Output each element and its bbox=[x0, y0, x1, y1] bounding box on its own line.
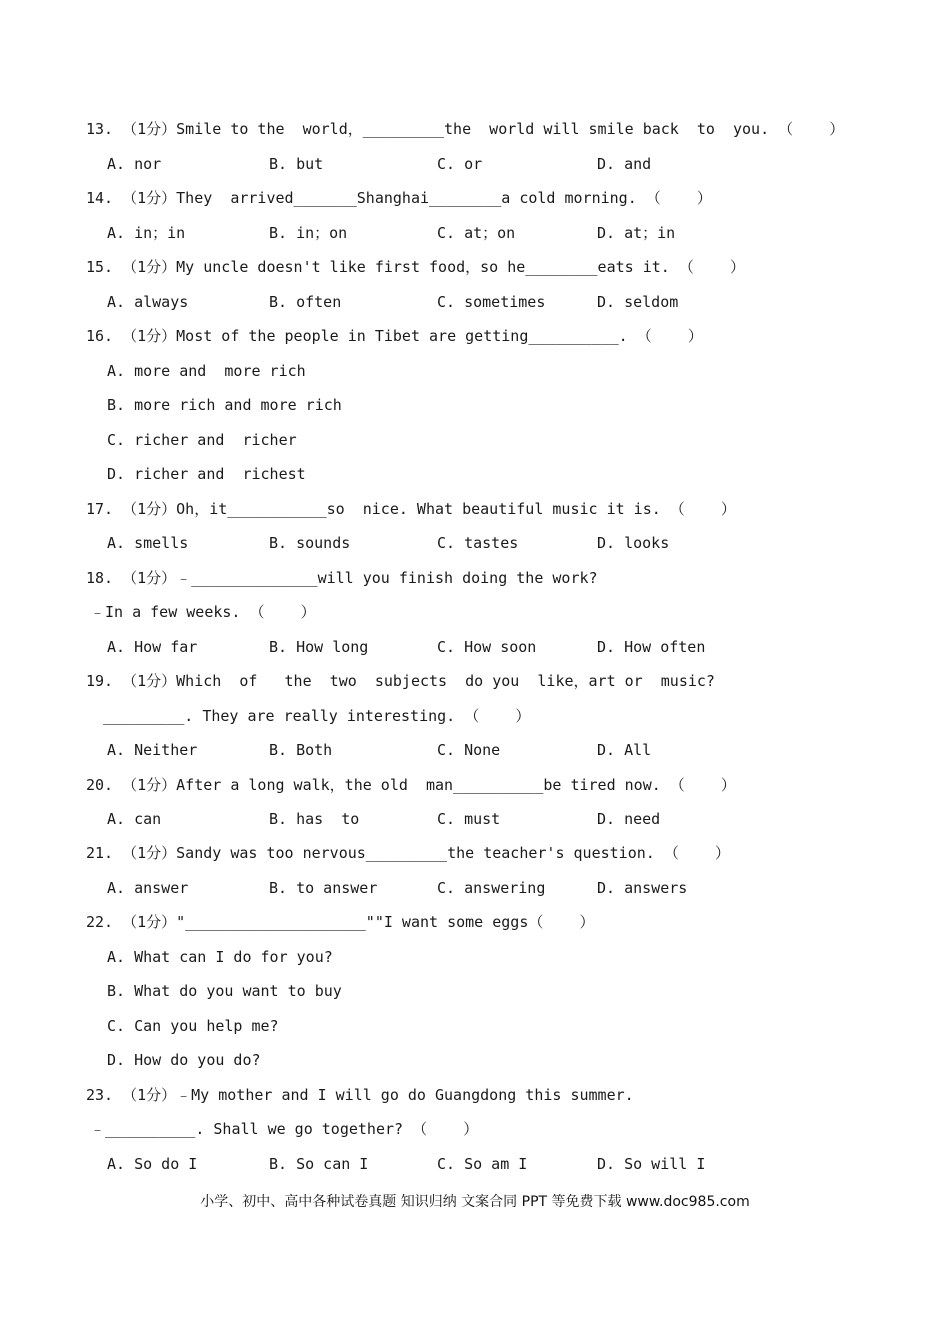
option-b: B. in；on bbox=[269, 224, 348, 242]
reply-dash: ﹣ bbox=[90, 1120, 106, 1138]
question-16-stem: 16. （1分）Most of the people in Tibet are getting__________. （ ） bbox=[86, 327, 703, 345]
option-b: B. often bbox=[269, 293, 342, 311]
option-d: D. richer and richest bbox=[107, 465, 306, 483]
question-21-stem: 21. （1分）Sandy was too nervous_________the teacher's question. （ ） bbox=[86, 844, 730, 862]
option-a: A. can bbox=[107, 810, 162, 828]
option-d: D. looks bbox=[597, 534, 670, 552]
option-b: B. has to bbox=[269, 810, 360, 828]
option-b: B. to answer bbox=[269, 879, 378, 897]
answer-blank: __________ bbox=[105, 1120, 196, 1138]
option-d: D. at；in bbox=[597, 224, 676, 242]
question-22-stem: 22. （1分）"____________________""I want some eggs（ ） bbox=[86, 913, 595, 931]
question-13-options bbox=[107, 154, 807, 174]
question-23-reply bbox=[90, 1119, 478, 1139]
question-19-stem: 19. （1分）Which of the two subjects do you like，art or music? bbox=[86, 672, 715, 690]
option-a: A. always bbox=[107, 293, 189, 311]
option-b: B. but bbox=[269, 155, 324, 173]
question-18-reply: ﹣In a few weeks. （ ） bbox=[90, 603, 316, 621]
question-20-stem: 20. （1分）After a long walk，the old man__________be tired now. （ ） bbox=[86, 776, 736, 794]
option-c: C. sometimes bbox=[437, 293, 546, 311]
option-a: A. smells bbox=[107, 534, 189, 552]
option-a: A. nor bbox=[107, 155, 162, 173]
option-a: A. in；in bbox=[107, 224, 186, 242]
option-a: A. answer bbox=[107, 879, 189, 897]
option-b: B. sounds bbox=[269, 534, 351, 552]
option-c: C. Can you help me? bbox=[107, 1017, 279, 1035]
question-23-stem: 23. （1分）﹣My mother and I will go do Guangdong this summer. bbox=[86, 1086, 634, 1104]
option-c: C. or bbox=[437, 155, 483, 173]
reply-text: . Shall we go together? （ ） bbox=[195, 1120, 479, 1138]
option-d: D. seldom bbox=[597, 293, 679, 311]
option-c: C. How soon bbox=[437, 638, 537, 656]
option-b: B. more rich and more rich bbox=[107, 396, 342, 414]
option-d: D. How do you do? bbox=[107, 1051, 261, 1069]
option-c: C. So am I bbox=[437, 1155, 528, 1173]
option-b: B. So can I bbox=[269, 1155, 369, 1173]
option-d: D. need bbox=[597, 810, 661, 828]
option-c: C. at；on bbox=[437, 224, 516, 242]
question-23-options bbox=[107, 1154, 807, 1174]
option-a: A. more and more rich bbox=[107, 362, 306, 380]
question-13-stem: 13. （1分）Smile to the world，_________the world will smile back to you. （ ） bbox=[86, 120, 845, 138]
question-20-options bbox=[107, 809, 807, 829]
option-c: C. tastes bbox=[437, 534, 519, 552]
option-a: A. What can I do for you? bbox=[107, 948, 333, 966]
question-14-options bbox=[107, 223, 807, 243]
question-14-stem: 14. （1分）They arrived_______Shanghai________a cold morning. （ ） bbox=[86, 189, 712, 207]
question-18-stem: 18. （1分）﹣______________will you finish doing the work? bbox=[86, 569, 598, 587]
question-19-options bbox=[107, 740, 807, 760]
option-a: A. So do I bbox=[107, 1155, 198, 1173]
option-c: C. must bbox=[437, 810, 501, 828]
option-d: D. answers bbox=[597, 879, 688, 897]
question-17-options bbox=[107, 533, 807, 553]
page-footer: 小学、初中、高中各种试卷真题 知识归纳 文案合同 PPT 等免费下载 www.doc985.com bbox=[200, 1194, 750, 1210]
option-a: A. How far bbox=[107, 638, 198, 656]
option-d: D. All bbox=[597, 741, 652, 759]
option-d: D. So will I bbox=[597, 1155, 706, 1173]
option-c: C. richer and richer bbox=[107, 431, 297, 449]
option-c: C. answering bbox=[437, 879, 546, 897]
option-c: C. None bbox=[437, 741, 501, 759]
question-15-stem: 15. （1分）My uncle doesn't like first food，so he________eats it. （ ） bbox=[86, 258, 745, 276]
question-15-options bbox=[107, 292, 807, 312]
option-d: D. How often bbox=[597, 638, 706, 656]
option-b: B. What do you want to buy bbox=[107, 982, 342, 1000]
question-19-continuation: _________. They are really interesting. （ ） bbox=[103, 707, 531, 725]
question-17-stem: 17. （1分）Oh，it___________so nice. What beautiful music it is. （ ） bbox=[86, 500, 736, 518]
option-b: B. Both bbox=[269, 741, 333, 759]
option-b: B. How long bbox=[269, 638, 369, 656]
question-21-options bbox=[107, 878, 807, 898]
option-a: A. Neither bbox=[107, 741, 198, 759]
question-18-options bbox=[107, 637, 807, 657]
option-d: D. and bbox=[597, 155, 652, 173]
